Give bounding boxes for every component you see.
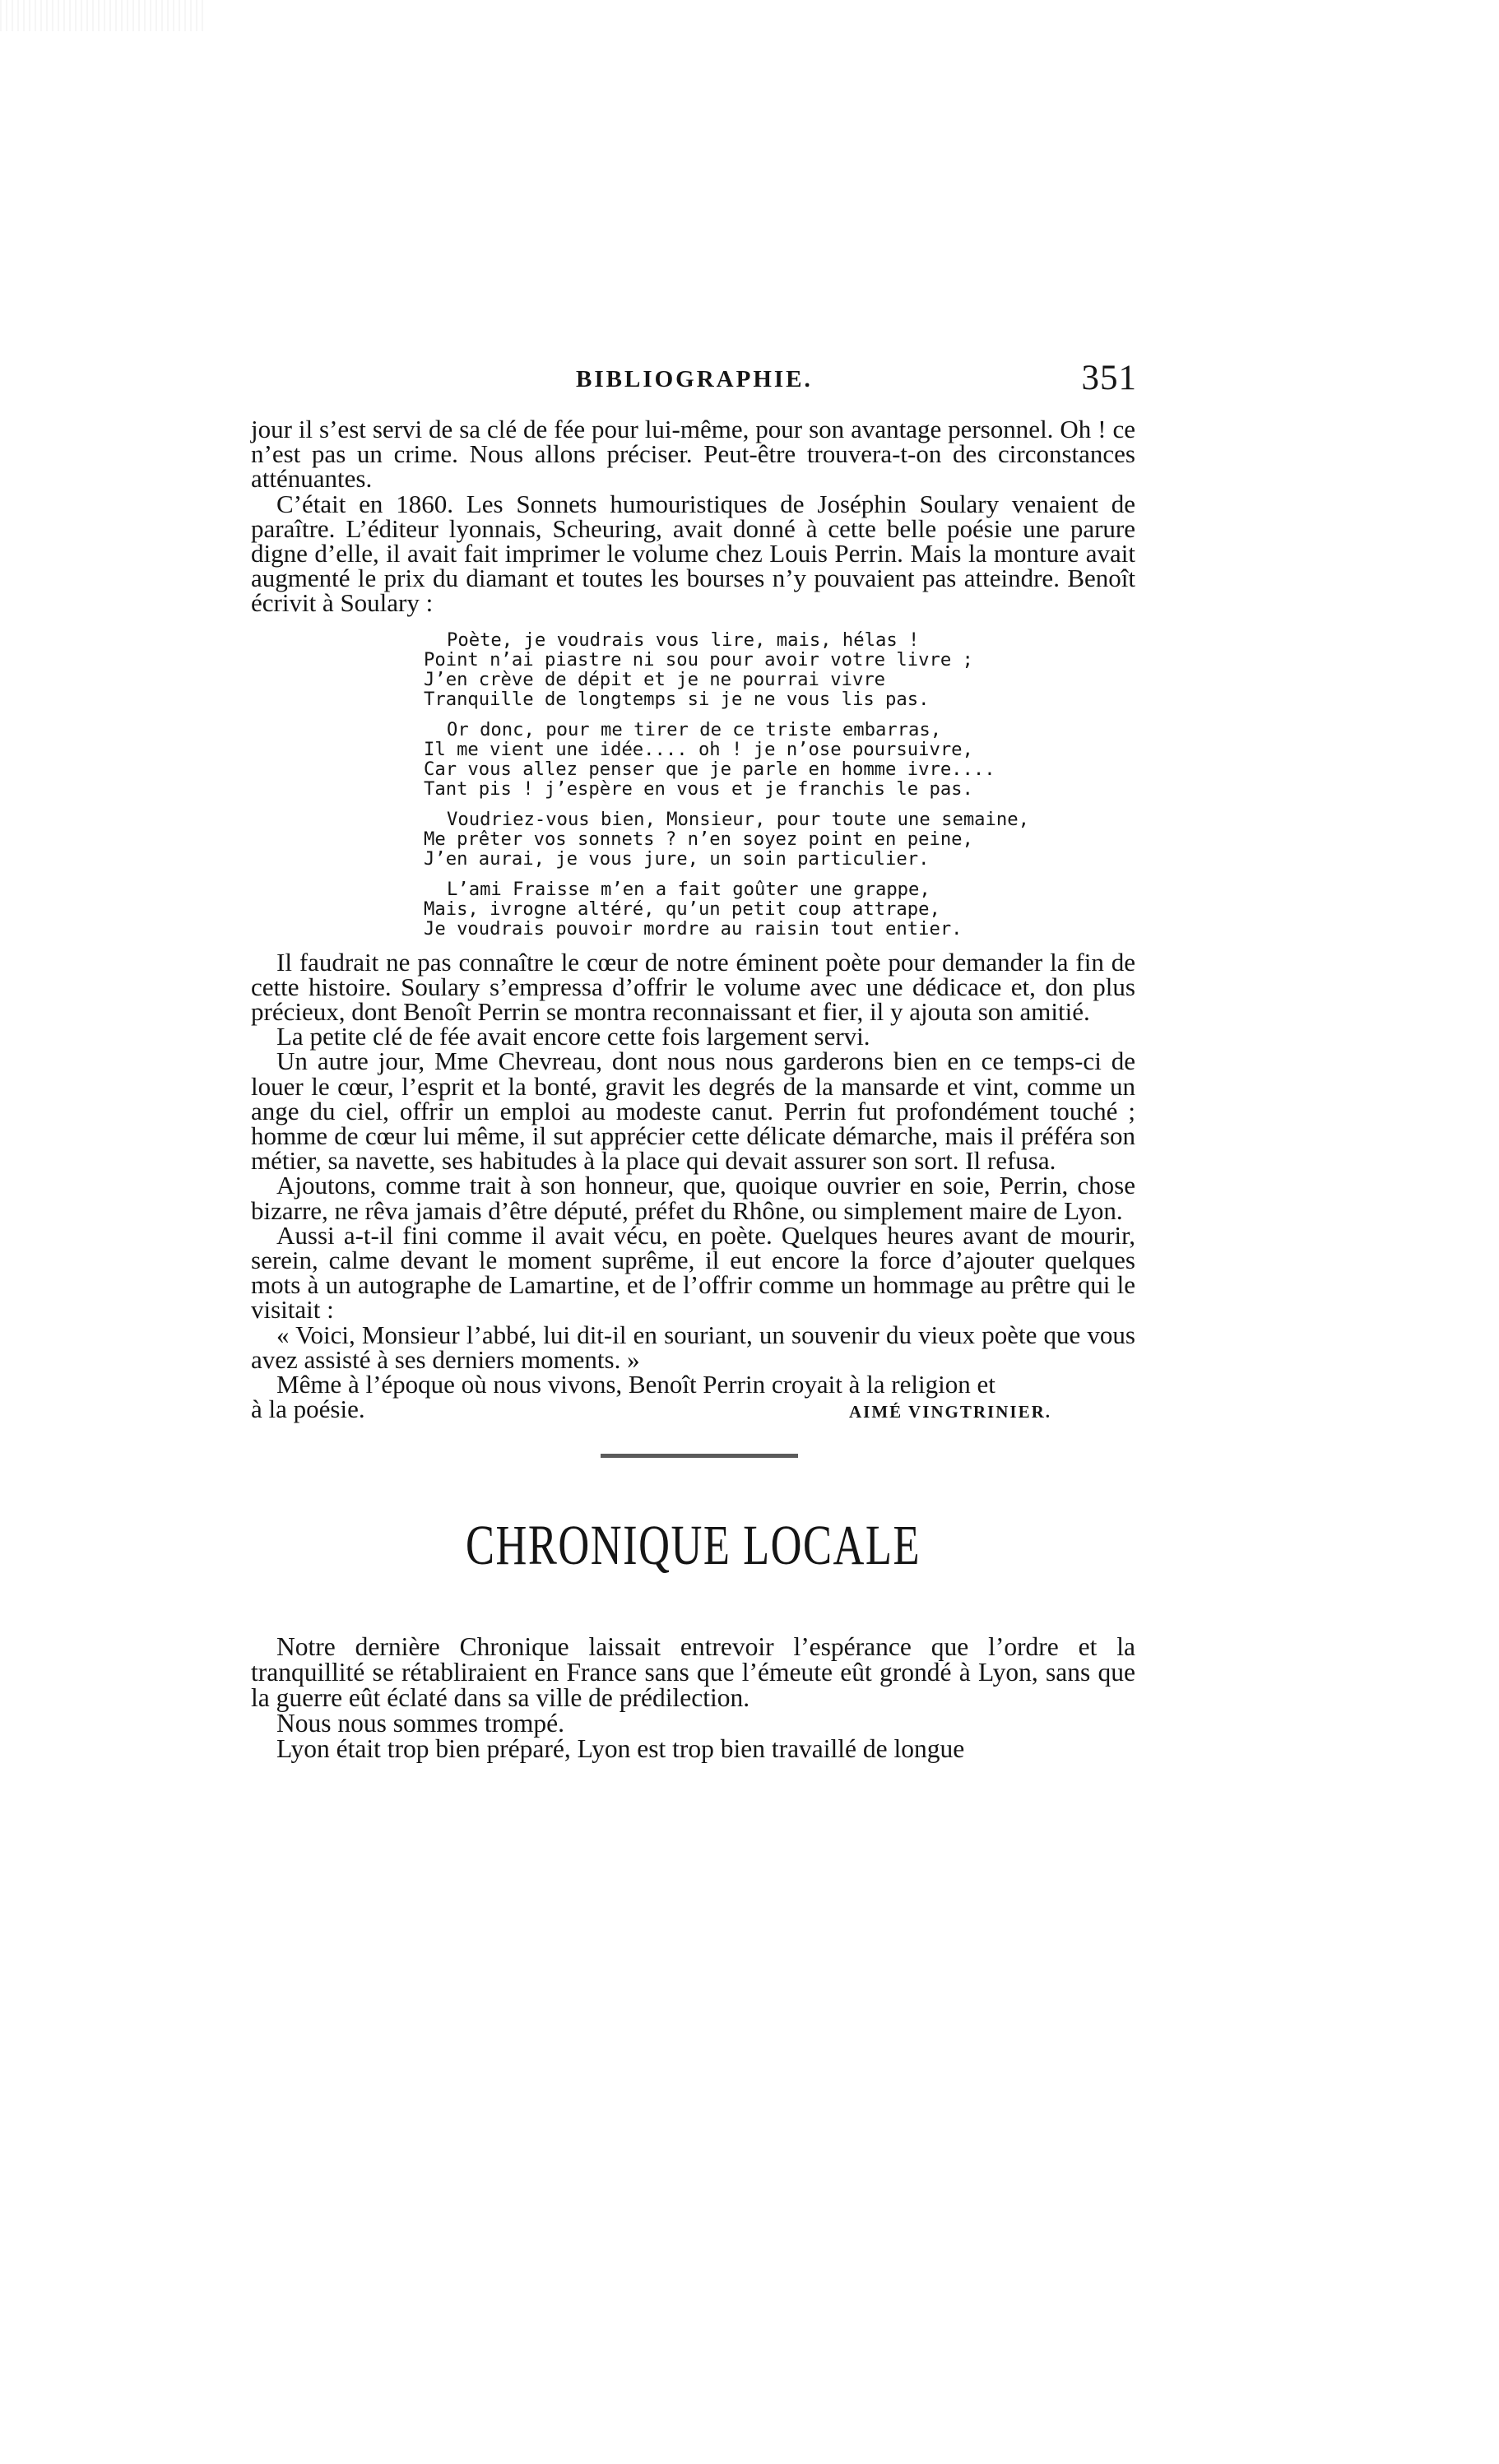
poem-stanza-3 bbox=[424, 810, 1135, 869]
poem-verse: J’en crève de dépit et je ne pourrai vivre bbox=[424, 668, 886, 690]
poem-verse: Me prêter vos sonnets ? n’en soyez point en peine, bbox=[424, 828, 973, 850]
poem-stanza-1 bbox=[424, 630, 1135, 709]
poem-verse: Car vous allez penser que je parle en homme ivre.... bbox=[424, 758, 995, 780]
article-paragraph-8-end: à la poésie. bbox=[251, 1394, 365, 1424]
poem-stanza-4 bbox=[424, 879, 1135, 939]
poem-verse: L’ami Fraisse m’en a fait goûter une grappe, bbox=[447, 878, 930, 900]
article-paragraph-4: Un autre jour, Mme Chevreau, dont nous nous garderons bien en ce temps-ci de louer le cœur, l’esprit et la bonté, gravit les degrés de la mansarde et vint, comme un ange du ciel, offrir un emploi au modeste canut. Perrin fut profondément touché ; homme de cœur lui même, il sut apprécier cette délicate démarche, mais il préféra son métier, sa navette, ses habitudes à la place qui devait assurer son sort. Il refusa. bbox=[251, 1046, 1135, 1176]
section-title: CHRONIQUE LOCALE bbox=[465, 1514, 921, 1577]
section-divider bbox=[601, 1454, 798, 1458]
poem-verse: Poète, je voudrais vous lire, mais, hélas ! bbox=[447, 629, 920, 651]
page-text-block bbox=[251, 358, 1137, 1764]
scan-edge-noise bbox=[0, 0, 206, 31]
poem-verse: Je voudrais pouvoir mordre au raisin tout entier. bbox=[424, 917, 963, 940]
chronicle-paragraph-1: Notre dernière Chronique laissait entrevoir l’espérance que l’ordre et la tranquillité se rétabliraient en France sans que l’émeute eût grondé à Lyon, sans que la guerre eût éclaté dans sa ville de prédilection. bbox=[251, 1632, 1135, 1713]
poem-verse: Tant pis ! j’espère en vous et je franchis le pas. bbox=[424, 777, 973, 800]
poem-verse: Il me vient une idée.... oh ! je n’ose poursuivre, bbox=[424, 738, 973, 760]
poem-verse: Point n’ai piastre ni sou pour avoir votre livre ; bbox=[424, 648, 973, 671]
poem-verse: J’en aurai, je vous jure, un soin particulier. bbox=[424, 847, 930, 870]
article-paragraph-8-start: Même à l’époque où nous vivons, Benoît Perrin croyait à la religion et bbox=[276, 1370, 995, 1399]
article-paragraph-5: Ajoutons, comme trait à son honneur, que, quoique ouvrier en soie, Perrin, chose bizarre, ne rêva jamais d’être député, préfet du Rhône, ou simplement maire de Lyon. bbox=[251, 1171, 1135, 1225]
poem-verse: Mais, ivrogne altéré, qu’un petit coup attrape, bbox=[424, 898, 940, 920]
local-chronicle-section bbox=[251, 1632, 1135, 1764]
poem-stanza-2 bbox=[424, 720, 1135, 799]
poem bbox=[424, 630, 1135, 939]
article-paragraph-3: La petite clé de fée avait encore cette fois largement servi. bbox=[276, 1022, 870, 1051]
author-signature: AIMÉ VINGTRINIER. bbox=[849, 1402, 1051, 1422]
poem-verse: Tranquille de longtemps si je ne vous lis pas. bbox=[424, 688, 930, 710]
poem-verse: Voudriez-vous bien, Monsieur, pour toute une semaine, bbox=[447, 808, 1029, 830]
article-paragraph-1: C’était en 1860. Les Sonnets humouristiques de Joséphin Soulary venaient de paraître. L’éditeur lyonnais, Scheuring, avait donné à cette belle poésie une parure digne d’elle, il avait fait imprimer le volume chez Louis Perrin. Mais la monture avait augmenté le prix du diamant et toutes les bourses n’y pouvaient pas atteindre. Benoît écrivit à Soulary : bbox=[251, 489, 1135, 618]
page-header bbox=[251, 358, 1135, 407]
article-paragraph-2: Il faudrait ne pas connaître le cœur de notre éminent poète pour demander la fin de cette histoire. Soulary s’empressa d’offrir le volume avec une dédicace et, don plus précieux, dont Benoît Perrin se montra reconnaissant et fier, il y ajouta son amitié. bbox=[251, 947, 1135, 1027]
article-paragraph-6: Aussi a-t-il fini comme il avait vécu, en poète. Quelques heures avant de mourir, serein, calme devant le moment suprême, il eut encore la force d’ajouter quelques mots à un autographe de Lamartine, et de l’offrir comme un hommage au prêtre qui le visitait : bbox=[251, 1220, 1135, 1325]
running-title: BIBLIOGRAPHIE. bbox=[576, 366, 813, 392]
article-paragraph-7: « Voici, Monsieur l’abbé, lui dit-il en souriant, un souvenir du vieux poète que vous avez assisté à ses derniers moments. » bbox=[251, 1320, 1135, 1374]
chronicle-paragraph-2: Nous nous sommes trompé. bbox=[276, 1709, 564, 1738]
poem-verse: Or donc, pour me tirer de ce triste embarras, bbox=[447, 718, 942, 740]
chronicle-paragraph-3: Lyon était trop bien préparé, Lyon est trop bien travaillé de longue bbox=[276, 1734, 965, 1764]
opening-paragraph: jour il s’est servi de sa clé de fée pour lui-même, pour son avantage personnel. Oh ! ce n’est pas un crime. Nous allons préciser. Peut-être trouvera-t-on des circonstances atténuantes. bbox=[251, 415, 1135, 494]
page-number: 351 bbox=[1081, 359, 1137, 397]
signature-line bbox=[251, 1394, 1135, 1424]
